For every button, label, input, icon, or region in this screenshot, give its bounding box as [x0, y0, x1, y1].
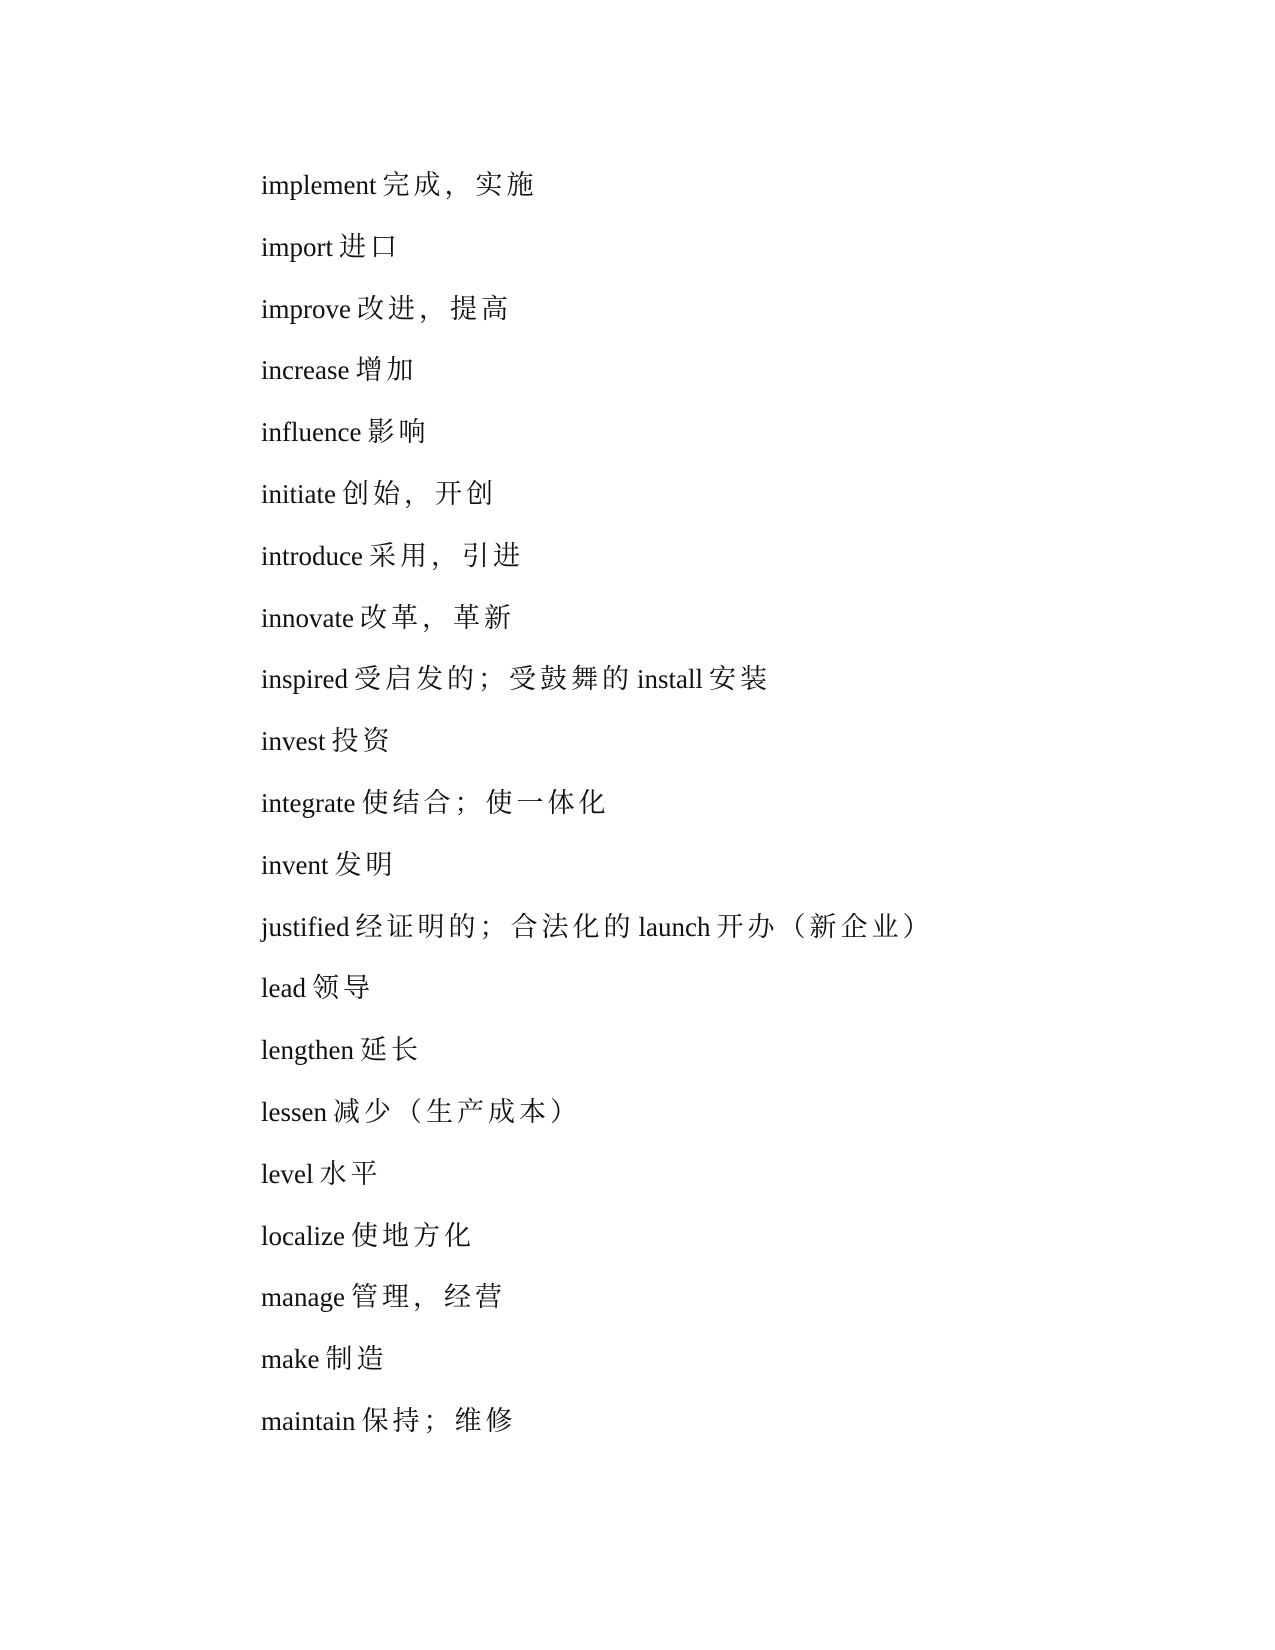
vocab-entry: [261, 1157, 933, 1219]
english-word: invest: [261, 726, 326, 757]
vocab-entry: [261, 1219, 933, 1281]
chinese-meaning: 保持；维修: [361, 1405, 517, 1437]
english-word: level: [261, 1158, 314, 1189]
chinese-meaning-second: 开办（新企业）: [716, 911, 934, 943]
vocab-entry: [261, 477, 933, 539]
chinese-meaning: 延长: [359, 1035, 422, 1067]
vocab-entry: [261, 230, 933, 292]
english-word: innovate: [261, 602, 354, 633]
english-word-second: launch: [638, 911, 711, 942]
vocab-entry: [261, 292, 933, 354]
chinese-meaning: 减少（生产成本）: [332, 1096, 581, 1128]
chinese-meaning: 进口: [339, 231, 401, 263]
chinese-meaning: 采用，引进: [368, 540, 524, 572]
chinese-meaning: 改革，革新: [359, 602, 515, 634]
vocab-entry: [261, 539, 933, 601]
vocab-entry: [261, 1404, 933, 1466]
vocab-entry: [261, 1033, 933, 1095]
english-word: implement: [261, 170, 377, 200]
chinese-meaning: 改进，提高: [356, 293, 512, 325]
chinese-meaning: 投资: [331, 726, 394, 758]
vocab-entry: [261, 724, 933, 786]
english-word: maintain: [261, 1405, 356, 1436]
chinese-meaning: 领导: [311, 973, 374, 1005]
vocab-entry: [261, 601, 933, 663]
english-word: lead: [261, 973, 306, 1004]
vocab-entry: [261, 848, 933, 910]
vocabulary-list: [261, 168, 933, 1466]
chinese-meaning: 发明: [334, 849, 397, 881]
chinese-meaning: 经证明的；合法化的: [355, 911, 635, 943]
english-word: initiate: [261, 478, 336, 509]
chinese-meaning: 使结合；使一体化: [361, 787, 610, 819]
vocab-entry: [261, 1095, 933, 1157]
english-word: lengthen: [261, 1035, 354, 1066]
english-word: invent: [261, 849, 329, 880]
english-word: import: [261, 231, 333, 262]
vocab-entry: [261, 662, 933, 724]
vocab-entry: [261, 786, 933, 848]
vocab-entry: [261, 353, 933, 415]
english-word: inspired: [261, 664, 348, 695]
vocab-entry: [261, 1342, 933, 1404]
english-word-second: install: [637, 664, 703, 695]
english-word: manage: [261, 1282, 345, 1313]
chinese-meaning: 水平: [319, 1158, 382, 1190]
chinese-meaning-second: 安装: [709, 664, 771, 696]
chinese-meaning: 完成，实施: [382, 170, 538, 201]
english-word: justified: [261, 911, 350, 942]
chinese-meaning: 影响: [367, 417, 430, 449]
chinese-meaning: 受启发的；受鼓舞的: [354, 664, 633, 696]
chinese-meaning: 增加: [355, 355, 418, 387]
english-word: localize: [261, 1220, 345, 1251]
english-word: lessen: [261, 1096, 327, 1127]
english-word: increase: [261, 355, 350, 386]
chinese-meaning: 使地方化: [350, 1220, 475, 1252]
chinese-meaning: 制造: [325, 1344, 388, 1376]
vocab-entry: [261, 971, 933, 1033]
english-word: introduce: [261, 540, 363, 571]
vocab-entry: [261, 415, 933, 477]
chinese-meaning: 管理，经营: [350, 1282, 506, 1314]
english-word: integrate: [261, 787, 356, 818]
english-word: make: [261, 1344, 320, 1375]
chinese-meaning: 创始，开创: [341, 478, 497, 510]
vocab-entry: [261, 168, 933, 230]
english-word: improve: [261, 293, 351, 324]
english-word: influence: [261, 417, 362, 448]
vocab-entry: [261, 910, 933, 972]
vocab-entry: [261, 1280, 933, 1342]
